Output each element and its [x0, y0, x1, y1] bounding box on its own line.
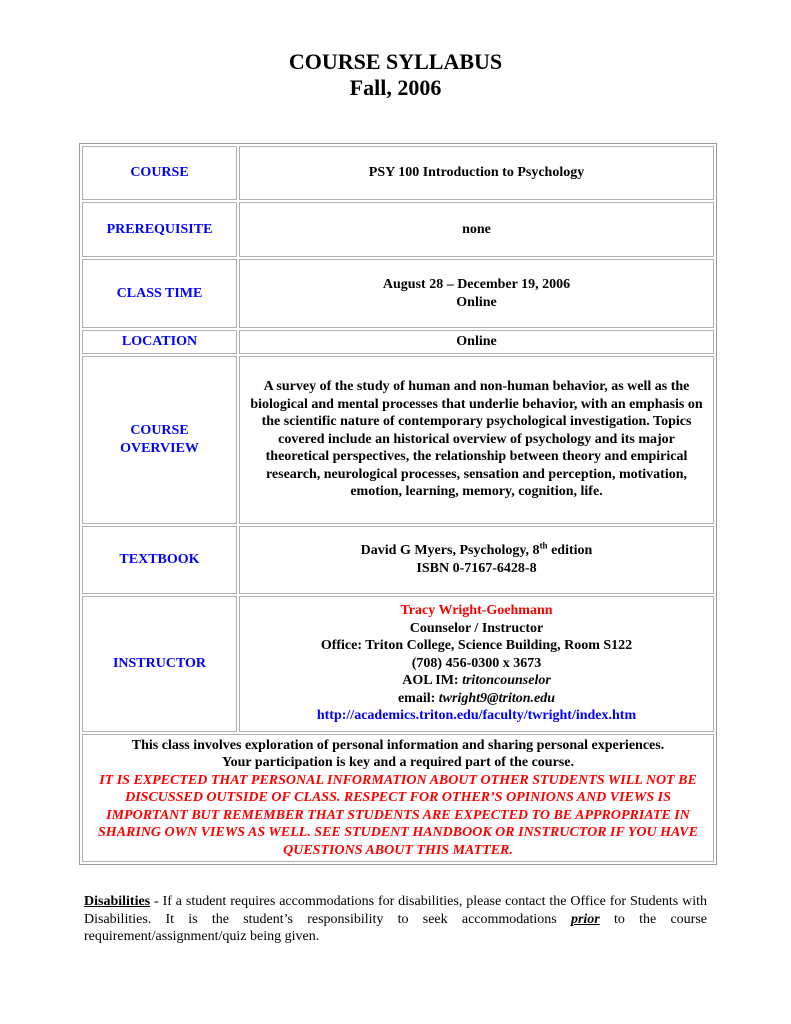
- textbook-label: TEXTBOOK: [82, 526, 237, 594]
- textbook-title: [246, 542, 707, 560]
- row-course: [82, 146, 714, 200]
- row-notice: [82, 734, 714, 863]
- instructor-url-link[interactable]: http://academics.triton.edu/faculty/twright/index.htm: [316, 708, 637, 724]
- course-value: PSY 100 Introduction to Psychology: [239, 146, 714, 200]
- textbook-value: [239, 526, 714, 594]
- row-location: [82, 330, 714, 354]
- instructor-value: [239, 596, 714, 732]
- disabilities-heading: Disabilities: [84, 894, 151, 909]
- prerequisite-label: PREREQUISITE: [82, 202, 237, 257]
- class-mode: Online: [456, 294, 497, 310]
- aim-handle: tritoncounselor: [462, 673, 551, 689]
- instructor-role: Counselor / Instructor: [409, 620, 544, 636]
- syllabus-table: [79, 143, 717, 865]
- overview-label-line1: COURSE: [130, 423, 189, 438]
- email-label: email:: [397, 690, 439, 706]
- prerequisite-value: none: [239, 202, 714, 257]
- instructor-email: [246, 690, 707, 708]
- overview-label: [82, 356, 237, 524]
- row-prerequisite: [82, 202, 714, 257]
- location-value: Online: [239, 330, 714, 354]
- textbook-title-prefix: David G Myers, Psychology, 8: [360, 543, 540, 558]
- location-label: LOCATION: [82, 330, 237, 354]
- textbook-title-suffix: edition: [547, 543, 593, 558]
- instructor-label: INSTRUCTOR: [82, 596, 237, 732]
- row-textbook: [82, 526, 714, 594]
- disabilities-text-b: to the course requirement/assignment/quiz being given.: [84, 911, 707, 944]
- class-time-label: CLASS TIME: [82, 259, 237, 328]
- disabilities-emphasis: prior: [570, 911, 600, 927]
- disabilities-paragraph: [84, 893, 707, 946]
- instructor-phone: (708) 456-0300 x 3673: [411, 655, 542, 671]
- notice-line1: This class involves exploration of personal information and sharing personal experiences.: [131, 737, 665, 753]
- overview-label-line2: OVERVIEW: [120, 440, 199, 456]
- notice-warning: IT IS EXPECTED THAT PERSONAL INFORMATION ABOUT OTHER STUDENTS WILL NOT BE DISCUSSED OUTSIDE OF CLASS. RESPECT FOR OTHER’S OPINIONS AND VIEWS IS IMPORTANT BUT REMEMBER THAT STUDENTS ARE EXPECTED TO BE APPROPRIATE IN SHARING OWN VIEWS AS WELL. SEE STUDENT HANDBOOK OR INSTRUCTOR IF YOU HAVE QUESTIONS ABOUT THIS MATTER.: [98, 772, 698, 858]
- notice-line2: Your participation is key and a required part of the course.: [222, 755, 574, 770]
- class-time-value: [239, 259, 714, 328]
- notice-cell: [82, 734, 714, 863]
- page-title: COURSE SYLLABUS: [288, 49, 503, 74]
- row-instructor: [82, 596, 714, 732]
- instructor-name: Tracy Wright-Goehmann: [400, 603, 553, 619]
- aim-label: AOL IM:: [402, 673, 463, 689]
- row-overview: [82, 356, 714, 524]
- overview-text: A survey of the study of human and non-human behavior, as well as the biological and mental processes that underlie behavior, with an emphasis on the scientific nature of contemporary psychological investigation. Topics covered include an historical overview of psychology and its major theoretical perspectives, the relationship between theory and empirical research, neurological processes, sensation and perception, motivation, emotion, learning, memory, cognition, life.: [239, 356, 714, 524]
- textbook-isbn: ISBN 0-7167-6428-8: [416, 560, 537, 576]
- page-term: Fall, 2006: [349, 75, 442, 100]
- instructor-office: Office: Triton College, Science Building, Room S122: [320, 638, 633, 654]
- email-address[interactable]: twright9@triton.edu: [438, 690, 556, 706]
- instructor-aim: [246, 672, 707, 690]
- disabilities-text-a: - If a student requires accommodations for disabilities, please contact the Office for Students with Disabilities. It is the student’s responsibility to seek accommodations: [84, 894, 707, 927]
- class-dates: August 28 – December 19, 2006: [382, 277, 571, 292]
- course-label: COURSE: [82, 146, 237, 200]
- textbook-edition-sup: th: [539, 540, 548, 551]
- row-class-time: [82, 259, 714, 328]
